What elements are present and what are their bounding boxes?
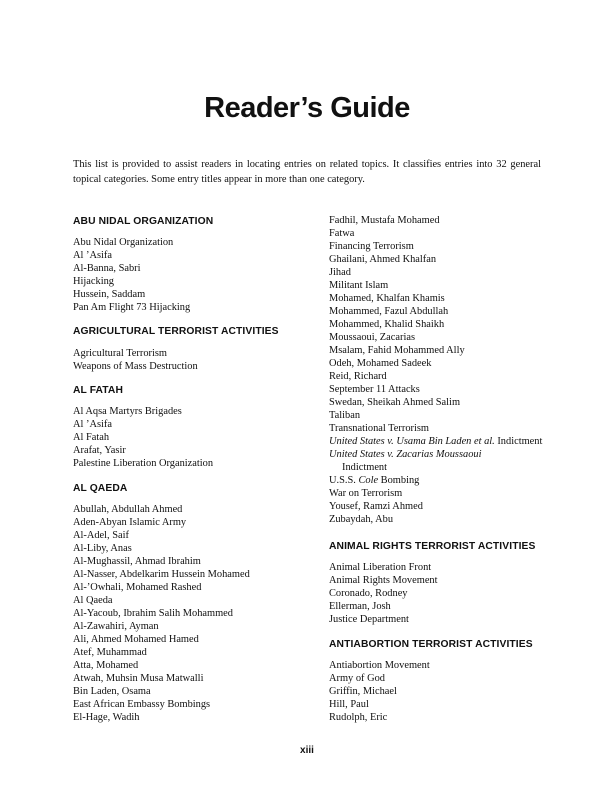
page-number: xiii xyxy=(300,745,314,756)
entry: Pan Am Flight 73 Hijacking xyxy=(73,302,191,313)
entry: Agricultural Terrorism xyxy=(73,348,168,359)
entry: Odeh, Mohamed Sadeek xyxy=(329,358,432,369)
entry: Mohammed, Fazul Abdullah xyxy=(329,306,449,317)
entry: East African Embassy Bombings xyxy=(73,699,211,710)
entry: Palestine Liberation Organization xyxy=(73,458,214,469)
entry-list-antiabortion xyxy=(329,659,430,724)
entry: Abullah, Abdullah Ahmed xyxy=(73,504,183,515)
entry: Msalam, Fahid Mohammed Ally xyxy=(329,345,465,356)
entry: Bin Laden, Osama xyxy=(73,686,151,697)
entry: Al ’Asifa xyxy=(73,419,112,430)
entry: Fadhil, Mustafa Mohamed xyxy=(329,215,440,226)
entry: Al-Zawahiri, Ayman xyxy=(73,621,159,632)
entry: Al-Mughassil, Ahmad Ibrahim xyxy=(73,556,201,567)
section-heading-animal-rights: ANIMAL RIGHTS TERRORIST ACTIVITIES xyxy=(329,541,536,552)
entry: Aden-Abyan Islamic Army xyxy=(73,517,187,528)
entry: Ali, Ahmed Mohamed Hamed xyxy=(73,634,199,645)
section-heading-antiabortion: ANTIABORTION TERRORIST ACTIVITIES xyxy=(329,639,533,650)
entry: Al Qaeda xyxy=(73,595,113,606)
entry: El-Hage, Wadih xyxy=(73,712,140,723)
entry: Al-Adel, Saif xyxy=(73,530,129,541)
entry-list-al-qaeda-continued xyxy=(329,214,542,526)
entry: Al-’Owhali, Mohamed Rashed xyxy=(73,582,202,593)
entry: Mohammed, Khalid Shaikh xyxy=(329,319,445,330)
entry: Al-Yacoub, Ibrahim Salih Mohammed xyxy=(73,608,233,619)
entry: Moussaoui, Zacarias xyxy=(329,332,415,343)
entry: Swedan, Sheikah Ahmed Salim xyxy=(329,397,461,408)
entry-list-al-fatah xyxy=(73,405,213,470)
entry: Justice Department xyxy=(329,614,409,625)
case-suffix: Indictment xyxy=(494,436,543,447)
entry: Mohamed, Khalfan Khamis xyxy=(329,293,445,304)
entry: Al-Liby, Anas xyxy=(73,543,132,554)
entry-prefix: U.S.S. xyxy=(329,475,359,486)
case-title: United States v. Usama Bin Laden et al. xyxy=(329,436,495,447)
entry: September 11 Attacks xyxy=(329,384,420,395)
entry: Jihad xyxy=(329,267,351,278)
entry: Zubaydah, Abu xyxy=(329,514,394,525)
section-heading-agricultural: AGRICULTURAL TERRORIST ACTIVITIES xyxy=(73,326,279,337)
entry: Financing Terrorism xyxy=(329,241,414,252)
entry: Al Fatah xyxy=(73,432,110,443)
entry: Animal Rights Movement xyxy=(329,575,438,586)
entry-list-abu-nidal xyxy=(73,236,190,314)
section-heading-al-fatah: AL FATAH xyxy=(73,385,123,396)
entry xyxy=(329,474,542,487)
entry: Griffin, Michael xyxy=(329,686,397,697)
entry: Ghailani, Ahmed Khalfan xyxy=(329,254,437,265)
section-heading-abu-nidal: ABU NIDAL ORGANIZATION xyxy=(73,216,214,227)
entry-list-agricultural xyxy=(73,347,198,373)
entry: Rudolph, Eric xyxy=(329,712,388,723)
entry: Militant Islam xyxy=(329,280,389,291)
page-title: Reader’s Guide xyxy=(204,92,410,124)
entry: Weapons of Mass Destruction xyxy=(73,361,198,372)
entry: Atta, Mohamed xyxy=(73,660,139,671)
entry-list-animal-rights xyxy=(329,561,438,626)
entry-continuation: Indictment xyxy=(342,462,388,473)
entry: Taliban xyxy=(329,410,361,421)
intro-paragraph: This list is provided to assist readers in locating entries on related topics. It classifies entries into 32 general topical categories. Some entry titles appear in more than one category. xyxy=(73,159,541,185)
entry: Yousef, Ramzi Ahmed xyxy=(329,501,423,512)
section-heading-al-qaeda: AL QAEDA xyxy=(73,483,128,494)
entry: Hijacking xyxy=(73,276,114,287)
entry: Antiabortion Movement xyxy=(329,660,430,671)
entry: Animal Liberation Front xyxy=(329,562,432,573)
entry: Fatwa xyxy=(329,228,355,239)
entry: Arafat, Yasir xyxy=(73,445,126,456)
entry: Al-Banna, Sabri xyxy=(73,263,141,274)
entry-list-al-qaeda xyxy=(73,503,250,724)
entry: Hussein, Saddam xyxy=(73,289,146,300)
entry: Atef, Muhammad xyxy=(73,647,147,658)
entry: Ellerman, Josh xyxy=(329,601,391,612)
entry: War on Terrorism xyxy=(329,488,403,499)
entry: Al Aqsa Martyrs Brigades xyxy=(73,406,182,417)
entry: Atwah, Muhsin Musa Matwalli xyxy=(73,673,204,684)
entry-suffix: Bombing xyxy=(378,475,420,486)
entry xyxy=(329,448,542,461)
entry: Coronado, Rodney xyxy=(329,588,408,599)
entry: Abu Nidal Organization xyxy=(73,237,174,248)
entry: Al-Nasser, Abdelkarim Hussein Mohamed xyxy=(73,569,250,580)
entry: Army of God xyxy=(329,673,385,684)
entry: Al ’Asifa xyxy=(73,250,112,261)
entry: Reid, Richard xyxy=(329,371,387,382)
ship-name: Cole xyxy=(358,475,379,486)
case-title: United States v. Zacarias Moussaoui xyxy=(329,449,482,460)
entry: Transnational Terrorism xyxy=(329,423,429,434)
entry xyxy=(329,435,542,448)
entry: Hill, Paul xyxy=(329,699,369,710)
